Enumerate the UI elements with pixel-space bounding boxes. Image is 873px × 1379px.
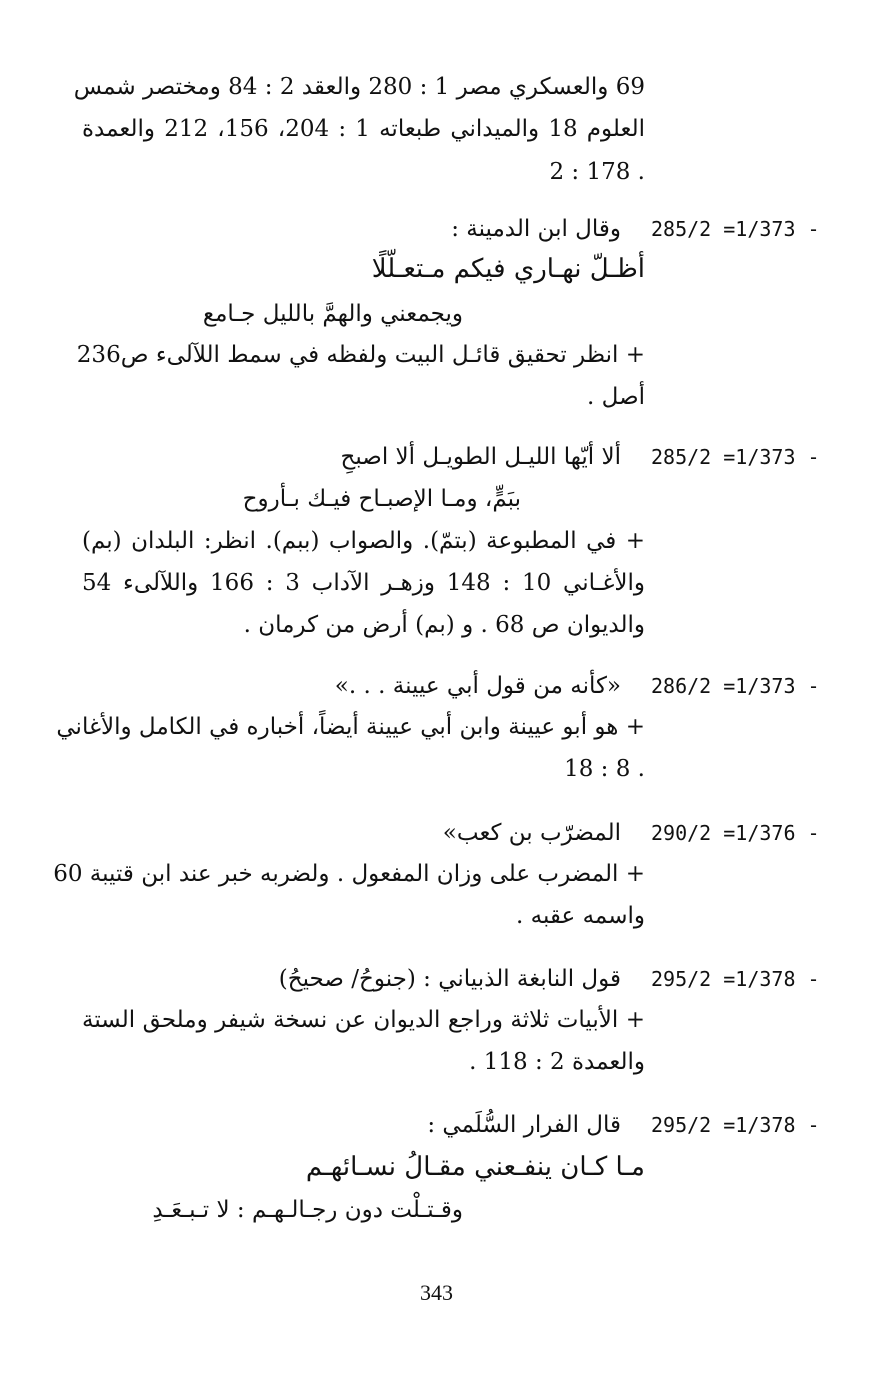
verse-line: أظـلّ نهـاري فيكم مـتعـلّلًا (371, 254, 645, 284)
text-line: والديوان ص 68 . و (بم) أرض من كرمان . (243, 612, 645, 638)
verse-line: ببَمٍّ، ومـا الإصبـاح فيـك بـأروح (242, 486, 521, 512)
text-line: + هو أبو عيينة وابن أبي عيينة أيضاً، أخباره في الكامل والأغاني (56, 714, 645, 740)
text-line: 18 : 8 . (564, 756, 645, 782)
entry-heading: قال الفرار السُّلَمي : (427, 1112, 621, 1138)
text-line: أصل . (587, 384, 645, 410)
entry-reference: 285/2 =1/373 - (651, 445, 820, 469)
text-line: واسمه عقبه . (516, 903, 645, 929)
verse-line: مـا كـان ينفـعني مقـالُ نسـائهـم (305, 1152, 645, 1182)
verse-line: ويجمعني والهمَّ بالليل جـامع (202, 301, 463, 327)
text-line: والأغـاني 10 : 148 وزهـر الآداب 3 : 166 واللآلىء 54 (82, 570, 645, 596)
entry-heading: قول النابغة الذبياني : (جنوحُ/ صحيحُ) (278, 966, 621, 992)
entry-reference: 290/2 =1/376 - (651, 821, 820, 845)
verse-line: وقـتـلْت دون رجـالـهـم : لا تـبـعَـدِ (152, 1197, 463, 1223)
entry-heading: المضرّب بن كعب» (442, 820, 621, 846)
entry-heading: «كأنه من قول أبي عيينة . . .» (334, 673, 621, 699)
page-number: 343 (420, 1280, 453, 1305)
entry-reference: 295/2 =1/378 - (651, 967, 820, 991)
text-line: 2 : 178 . (549, 159, 645, 185)
entry-heading: ألا أيّها الليـل الطويـل ألا اصبحِ (340, 444, 621, 470)
text-line: العلوم 18 والميداني طبعاته 1 : 204، 156، 212 والعمدة (82, 116, 646, 142)
text-line: + في المطبوعة (بتمّ). والصواب (ببم). انظر: البلدان (بم) (82, 528, 645, 554)
entry-reference: 295/2 =1/378 - (651, 1113, 820, 1137)
text-line: والعمدة 2 : 118 . (469, 1049, 645, 1075)
text-line: + انظر تحقيق قائـل البيت ولفظه في سمط اللآلىء ص236 (76, 342, 645, 368)
entry-reference: 286/2 =1/373 - (651, 674, 820, 698)
entry-reference: 285/2 =1/373 - (651, 217, 820, 241)
entry-heading: وقال ابن الدمينة : (451, 216, 621, 242)
text-line: + المضرب على وزان المفعول . ولضربه خبر عند ابن قتيبة 60 (53, 861, 645, 887)
text-line: + الأبيات ثلاثة وراجع الديوان عن نسخة شيفر وملحق الستة (82, 1007, 645, 1033)
text-line: 69 والعسكري مصر 1 : 280 والعقد 2 : 84 ومختصر شمس (73, 74, 645, 100)
